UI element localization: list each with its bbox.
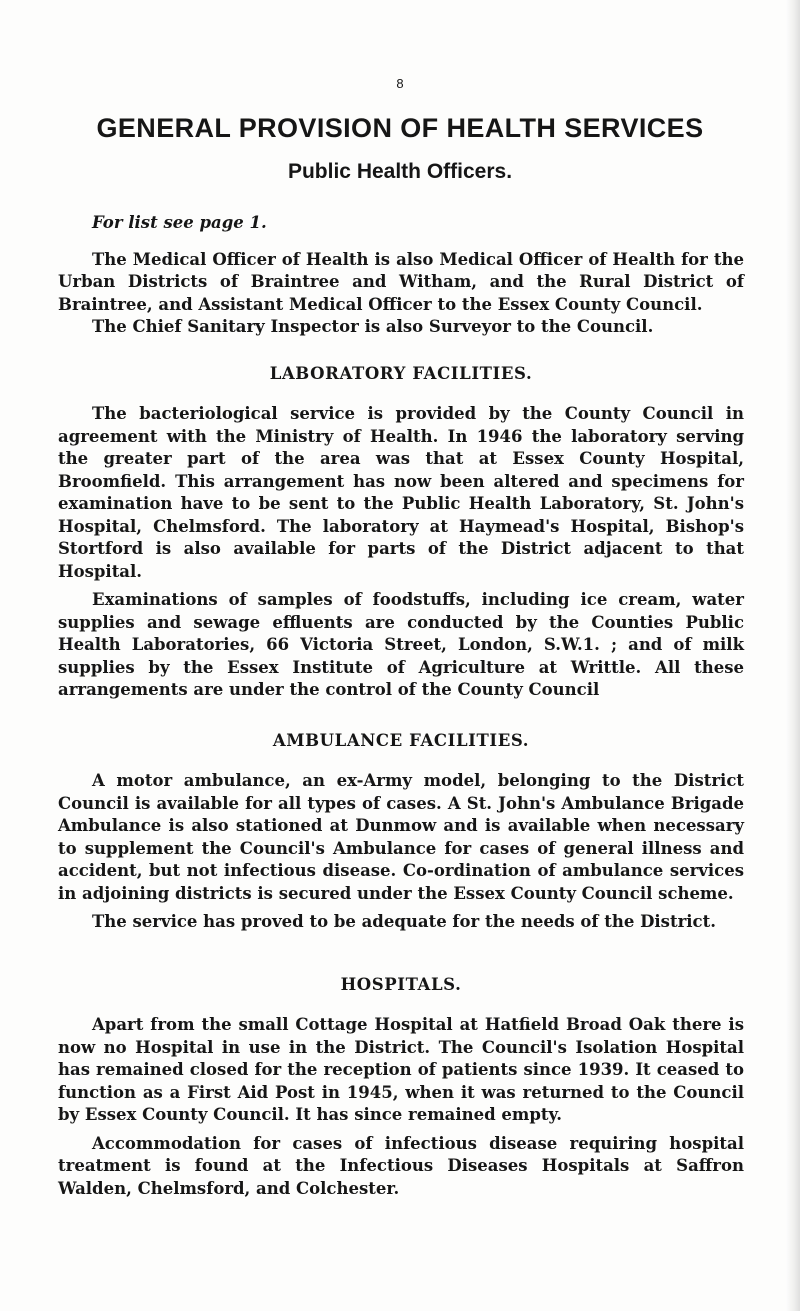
paragraph-ambulance-2: The service has proved to be adequate for the needs of the District. [92,912,716,931]
paragraph-officers-1: The Medical Officer of Health is also Medical Officer of Health for the Urban Districts of Braintree and Witham, and the Rural District of Braintree, and Assistant Medical Officer to the Essex County Council. [58,249,744,314]
page-reference-note: For list see page 1. [92,213,267,232]
paragraph-officers-2: The Chief Sanitary Inspector is also Surveyor to the Council. [92,317,654,336]
paragraph-hospitals-1: Apart from the small Cottage Hospital at Hatfield Broad Oak there is now no Hospital in use in the District. The Council's Isolation Hospital has remained closed for the reception of patients since 1939. It ceased to function as a First Aid Post in 1945, when it was returned to the Council by Essex County Council. It has since remained empty. [58,1015,744,1124]
paragraph-laboratory-2: Examinations of samples of foodstuffs, including ice cream, water supplies and sewage effluents are conducted by the Counties Public Health Laboratories, 66 Victoria Street, London, S.W.1. ; and of milk supplies by the Essex Institute of Agriculture at Writtle. All these arrangements are under the control of the County Council [58,590,744,699]
document-body [58,212,744,1200]
paragraph-hospitals-2: Accommodation for cases of infectious disease requiring hospital treatment is found at the Infectious Diseases Hospitals at Saffron Walden, Chelmsford, and Colchester. [58,1133,744,1198]
page-subtitle: Public Health Officers. [287,160,513,183]
page-edge-shadow [786,0,800,1311]
paragraph-ambulance-1: A motor ambulance, an ex-Army model, belonging to the District Council is available for all types of cases. A St. John's Ambulance Brigade Ambulance is also stationed at Dunmow and is available when necessary to supplement the Council's Ambulance for cases of general illness and accident, but not infectious disease. Co-ordination of ambulance services in adjoining districts is secured under the Essex County Council scheme. [58,771,744,903]
page-title: GENERAL PROVISION OF HEALTH SERVICES [96,113,704,143]
heading-laboratory-facilities: LABORATORY FACILITIES. [269,363,533,383]
heading-hospitals: HOSPITALS. [340,974,462,994]
paragraph-laboratory-1: The bacteriological service is provided by the County Council in agreement with the Ministry of Health. In 1946 the laboratory serving the greater part of the area was that at Essex County Hospital, Broomfield. This arrangement has now been altered and specimens for examination have to be sent to the Public Health Laboratory, St. John's Hospital, Chelmsford. The laboratory at Haymead's Hospital, Bishop's Stortford is also available for parts of the District adjacent to that Hospital. [58,404,744,581]
page-number: 8 [396,76,404,91]
heading-ambulance-facilities: AMBULANCE FACILITIES. [272,730,530,750]
